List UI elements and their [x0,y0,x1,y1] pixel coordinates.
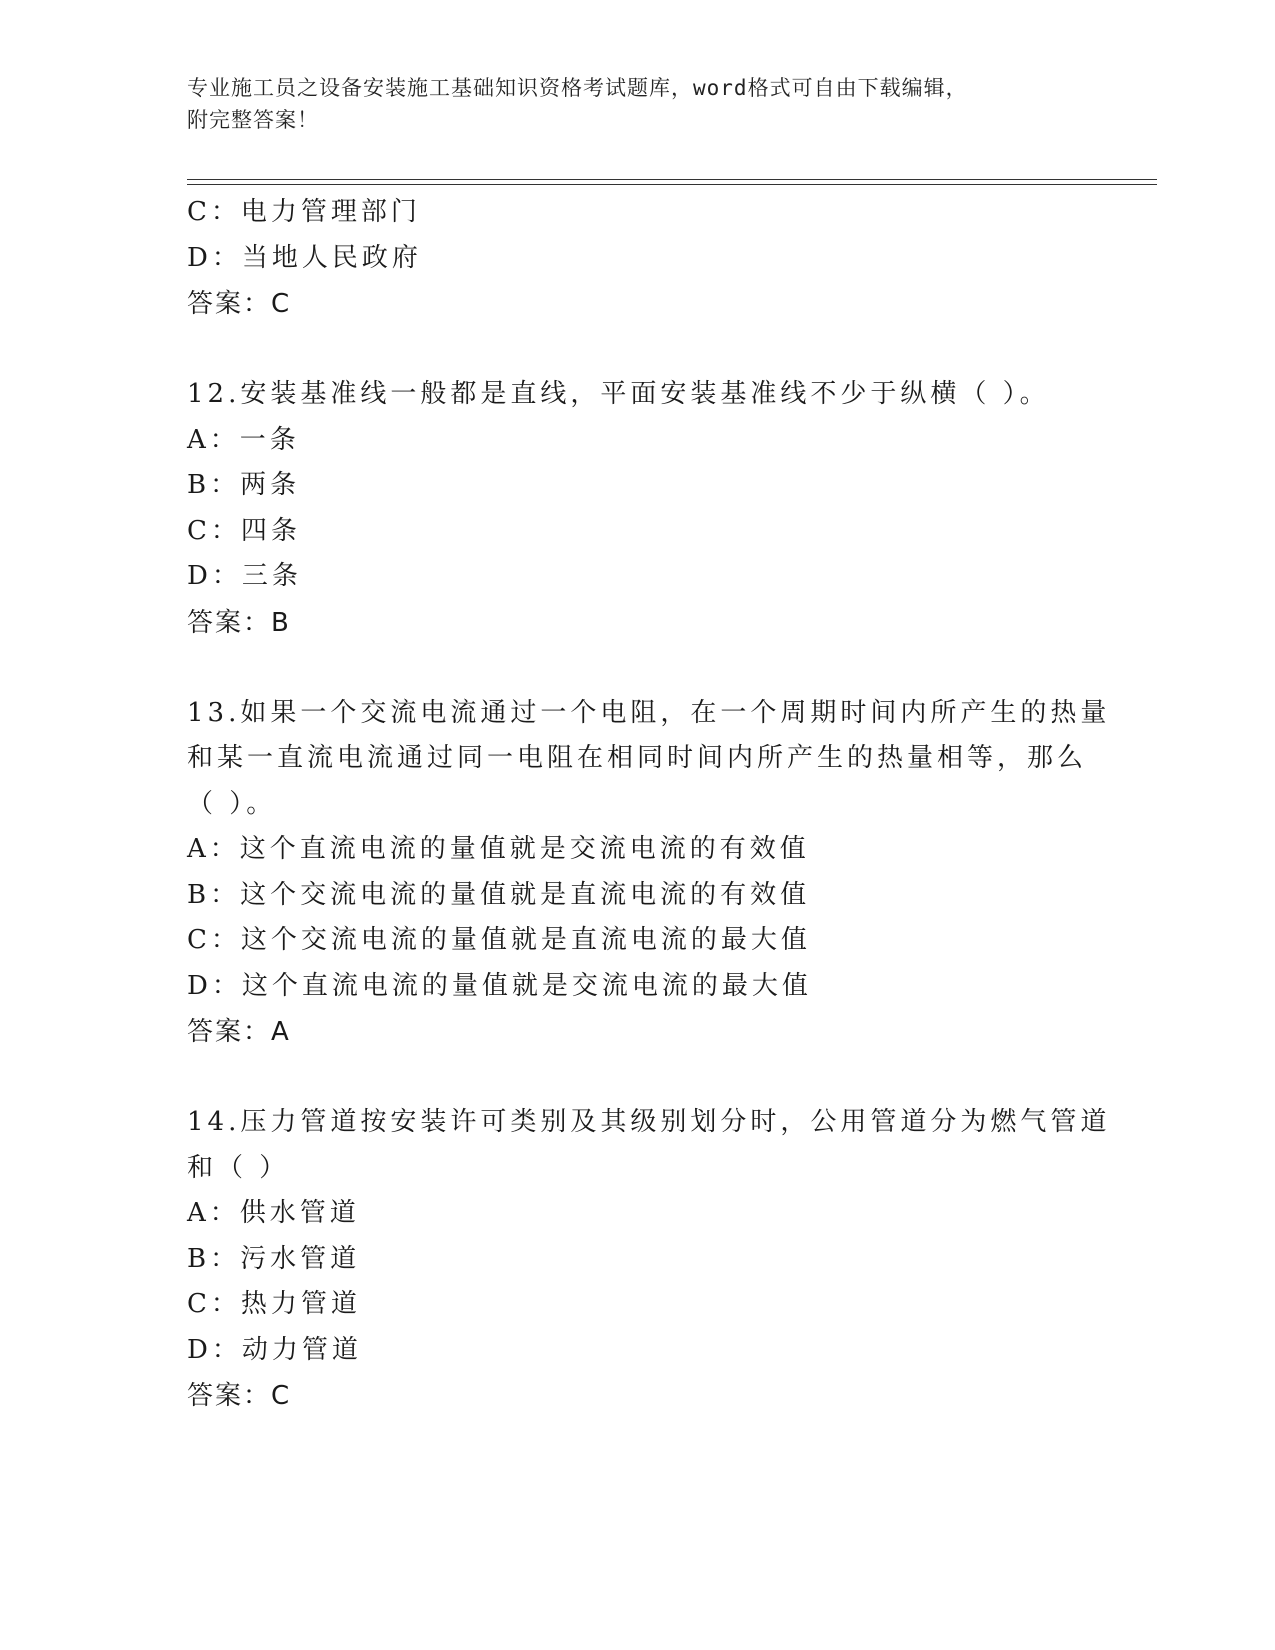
document-header [187,72,1087,136]
question-12 [187,372,1087,646]
option-c: C：电力管理部门 [187,197,421,227]
option-c: C：热力管道 [187,1289,361,1319]
option-b: B：这个交流电流的量值就是直流电流的有效值 [187,879,811,910]
spacer [187,327,1087,372]
question-list [187,190,1111,1419]
option-d: D：这个直流电流的量值就是交流电流的最大值 [187,970,812,1001]
question-stem-line: 和某一直流电流通过同一电阻在相同时间内所产生的热量相等，那么 [187,743,1088,773]
header-line-2: 附完整答案！ [187,108,319,132]
question-stem: 12.安装基准线一般都是直线，平面安装基准线不少于纵横（ ）。 [187,379,1050,409]
question-11-tail [187,190,1087,327]
spacer [187,646,1087,691]
header-line-1: 专业施工员之设备安装施工基础知识资格考试题库，word格式可自由下载编辑， [187,76,968,100]
option-a: A：这个直流电流的量值就是交流电流的有效值 [187,834,810,864]
header-rule-bottom [187,184,1157,185]
answer-line: 答案：C [187,289,292,319]
question-13 [187,691,1111,1056]
option-d: D：动力管道 [187,1334,362,1365]
answer-line: 答案：A [187,1017,291,1047]
option-d: D：当地人民政府 [187,242,422,273]
question-stem-line: 14.压力管道按安装许可类别及其级别划分时，公用管道分为燃气管道 [187,1107,1111,1137]
option-c: C：四条 [187,515,301,546]
header-rule-top [187,179,1157,180]
option-a: A：一条 [187,424,300,455]
answer-line: 答案：C [187,1381,292,1411]
option-c: C：这个交流电流的量值就是直流电流的最大值 [187,925,811,955]
option-b: B：污水管道 [187,1243,361,1274]
answer-line: 答案：B [187,607,291,638]
question-stem-line: 和（ ） [187,1152,290,1183]
option-d: D：三条 [187,561,302,591]
option-a: A：供水管道 [187,1198,360,1228]
spacer [187,1055,1087,1100]
question-14 [187,1100,1111,1419]
question-stem-line: （ ）。 [187,788,277,819]
question-stem-line: 13.如果一个交流电流通过一个电阻，在一个周期时间内所产生的热量 [187,697,1111,728]
option-b: B：两条 [187,470,301,500]
